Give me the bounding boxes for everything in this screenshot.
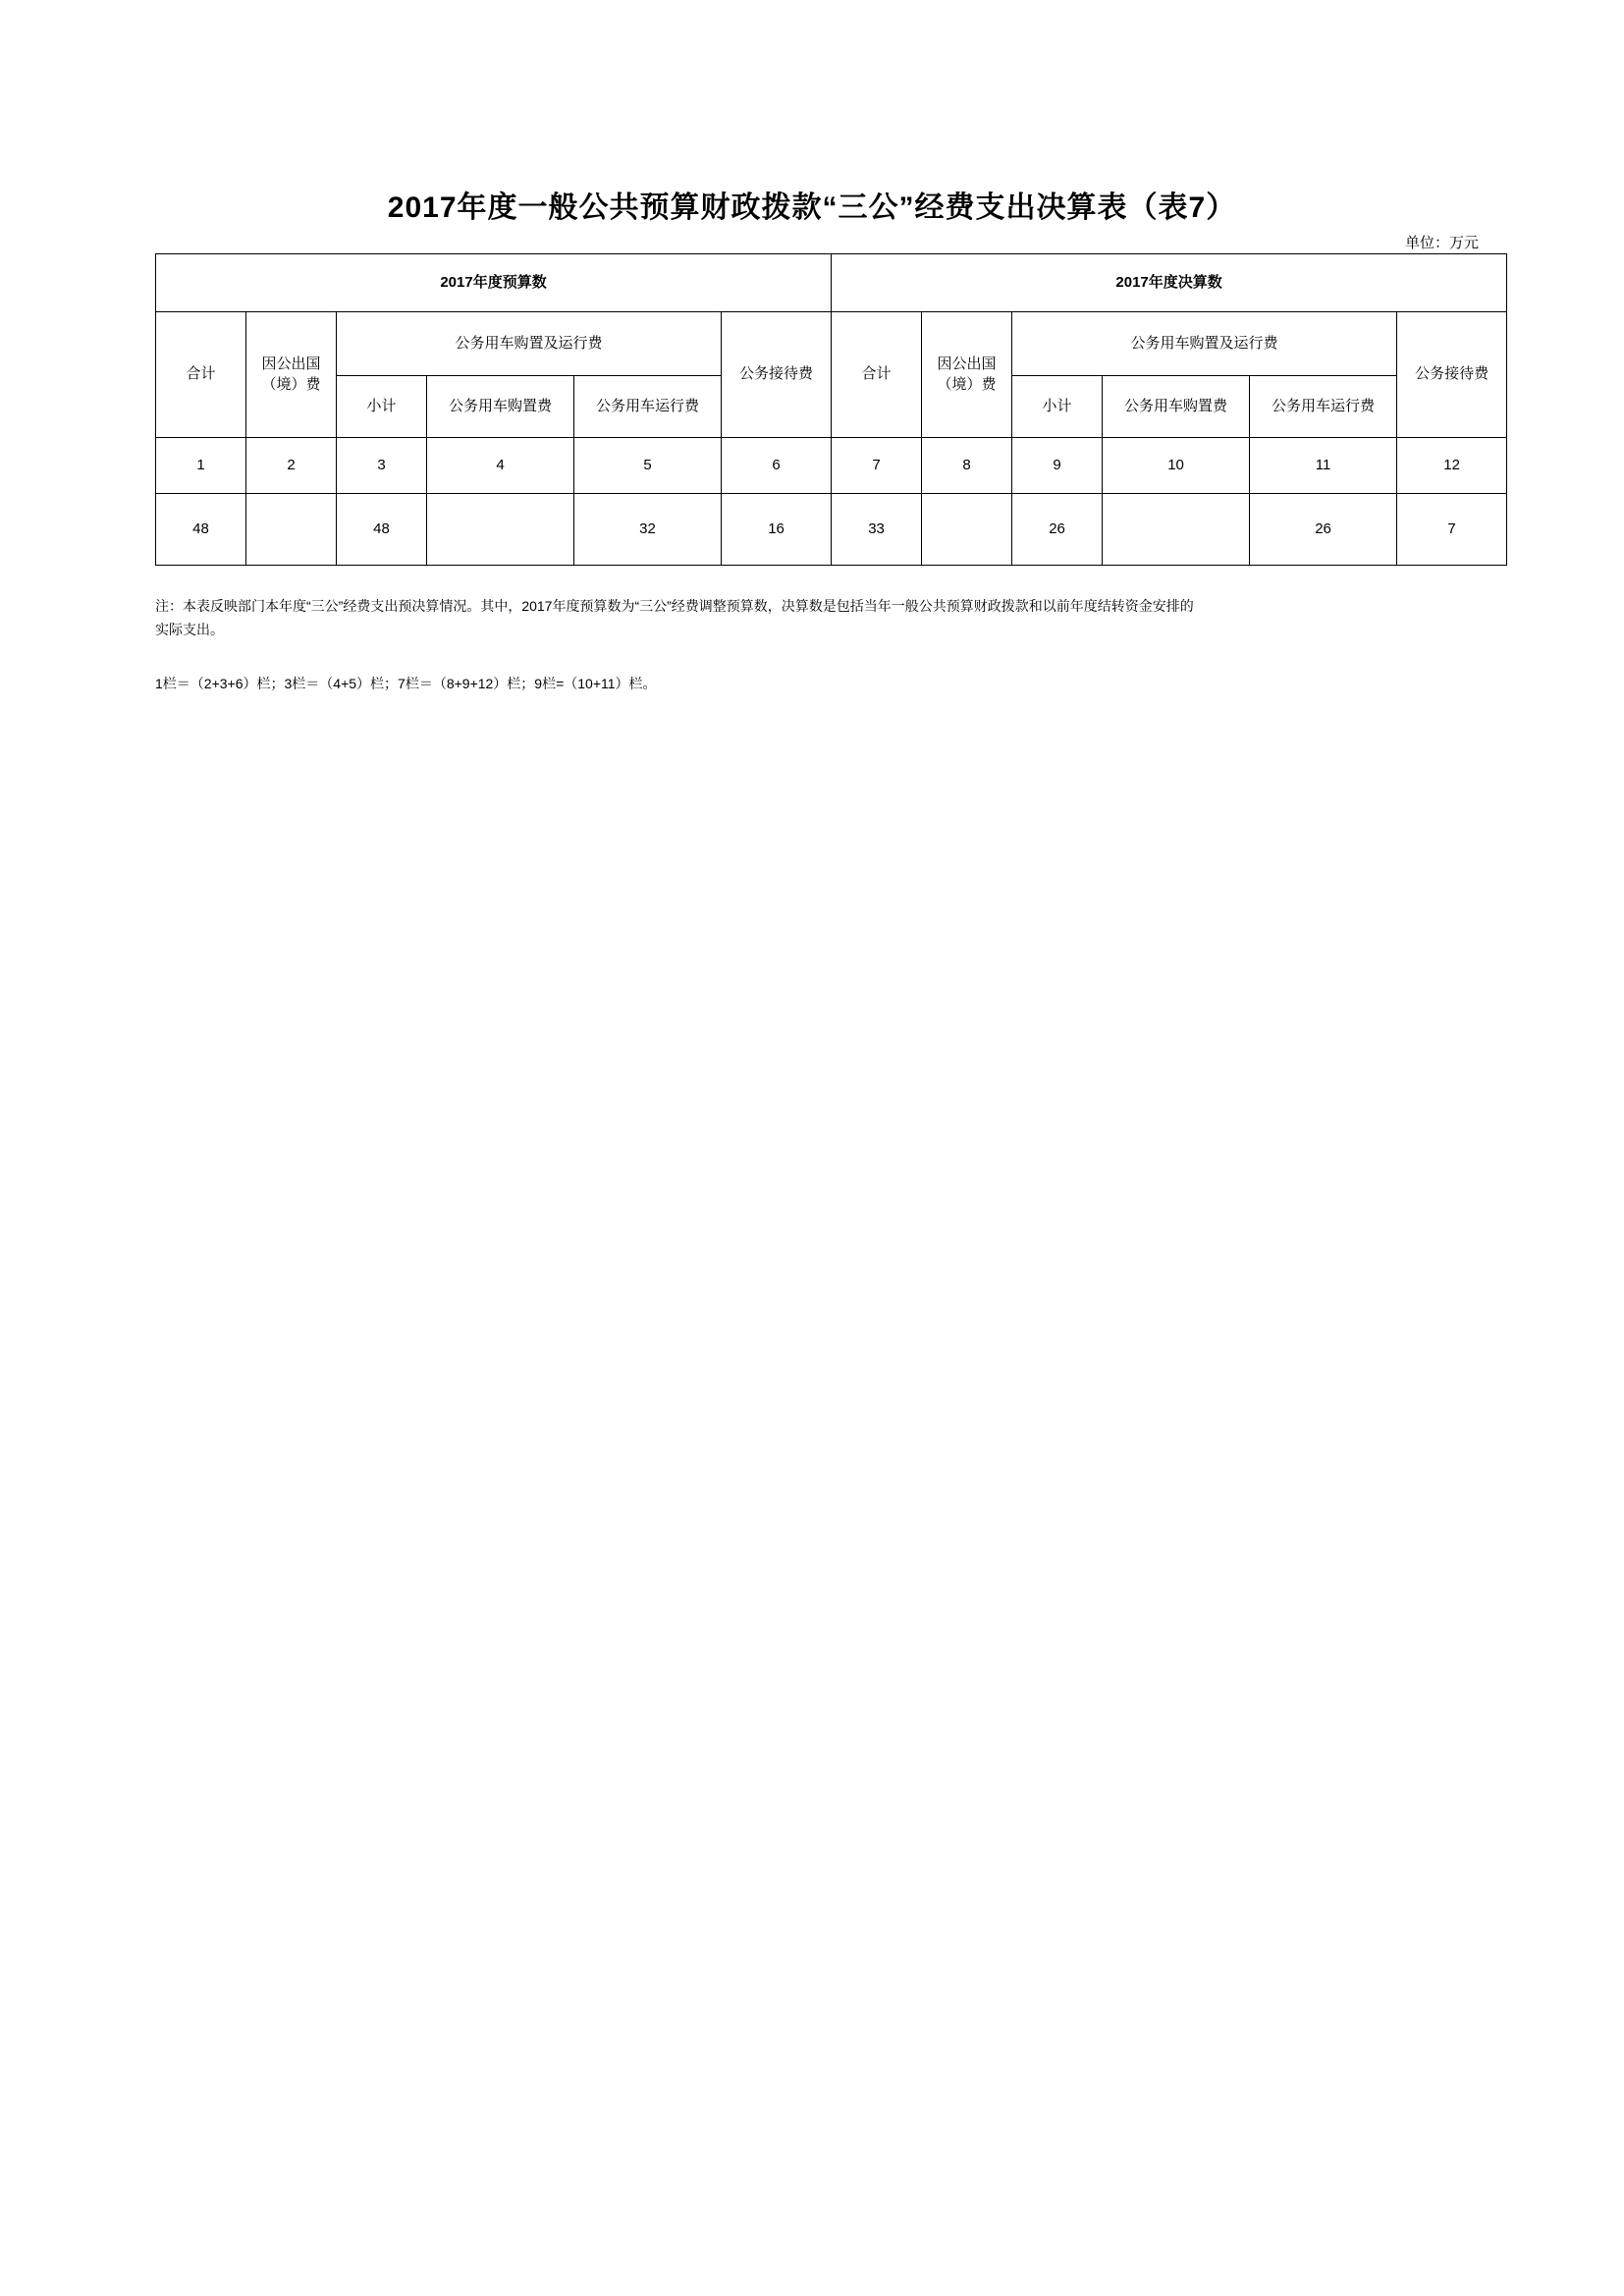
column-number: 4 bbox=[427, 438, 574, 494]
column-number: 12 bbox=[1397, 438, 1507, 494]
column-number: 1 bbox=[156, 438, 246, 494]
data-cell bbox=[1103, 494, 1250, 566]
data-cell: 48 bbox=[156, 494, 246, 566]
data-cell: 26 bbox=[1250, 494, 1397, 566]
expenditure-table bbox=[155, 253, 1507, 566]
data-cell bbox=[246, 494, 337, 566]
table-notes bbox=[155, 595, 1471, 642]
unit-label: 单位：万元 bbox=[1404, 235, 1479, 251]
column-number: 11 bbox=[1250, 438, 1397, 494]
data-cell: 16 bbox=[722, 494, 832, 566]
data-cell: 48 bbox=[337, 494, 427, 566]
column-number: 10 bbox=[1103, 438, 1250, 494]
data-cell: 32 bbox=[574, 494, 722, 566]
header-final-abroad: 因公出国（境）费 bbox=[922, 312, 1012, 438]
header-budget-vehicle-subtotal: 小计 bbox=[337, 376, 427, 438]
header-final-reception: 公务接待费 bbox=[1397, 312, 1507, 438]
header-budget-vehicle-purchase: 公务用车购置费 bbox=[427, 376, 574, 438]
group-header-budget: 2017年度预算数 bbox=[156, 254, 832, 312]
column-number: 2 bbox=[246, 438, 337, 494]
table-column-number-row bbox=[156, 438, 1507, 494]
data-cell bbox=[922, 494, 1012, 566]
formula-note: 1栏＝（2+3+6）栏；3栏＝（4+5）栏；7栏＝（8+9+12）栏；9栏=（10+11）栏。 bbox=[155, 676, 657, 691]
header-budget-vehicle-operation: 公务用车运行费 bbox=[574, 376, 722, 438]
header-final-vehicle-group: 公务用车购置及运行费 bbox=[1012, 312, 1397, 376]
data-cell bbox=[427, 494, 574, 566]
column-number: 7 bbox=[832, 438, 922, 494]
note-line-1: 注：本表反映部门本年度“三公”经费支出预决算情况。其中，2017年度预算数为“三公”经费调整预算数，决算数是包括当年一般公共预算财政拨款和以前年度结转资金安排的 bbox=[155, 598, 1194, 614]
table-row bbox=[156, 494, 1507, 566]
data-cell: 7 bbox=[1397, 494, 1507, 566]
table-group-header-row bbox=[156, 254, 1507, 312]
table-header-row-1 bbox=[156, 312, 1507, 376]
data-cell: 33 bbox=[832, 494, 922, 566]
header-budget-total: 合计 bbox=[156, 312, 246, 438]
note-line-2: 实际支出。 bbox=[155, 621, 224, 637]
header-budget-reception: 公务接待费 bbox=[722, 312, 832, 438]
header-final-vehicle-subtotal: 小计 bbox=[1012, 376, 1103, 438]
page-title: 2017年度一般公共预算财政拨款“三公”经费支出决算表（表7） bbox=[387, 191, 1237, 224]
column-number: 8 bbox=[922, 438, 1012, 494]
column-number: 5 bbox=[574, 438, 722, 494]
group-header-final: 2017年度决算数 bbox=[832, 254, 1507, 312]
header-budget-abroad: 因公出国（境）费 bbox=[246, 312, 337, 438]
header-final-vehicle-operation: 公务用车运行费 bbox=[1250, 376, 1397, 438]
header-final-total: 合计 bbox=[832, 312, 922, 438]
column-number: 9 bbox=[1012, 438, 1103, 494]
column-number: 6 bbox=[722, 438, 832, 494]
header-final-vehicle-purchase: 公务用车购置费 bbox=[1103, 376, 1250, 438]
column-number: 3 bbox=[337, 438, 427, 494]
header-budget-vehicle-group: 公务用车购置及运行费 bbox=[337, 312, 722, 376]
data-cell: 26 bbox=[1012, 494, 1103, 566]
